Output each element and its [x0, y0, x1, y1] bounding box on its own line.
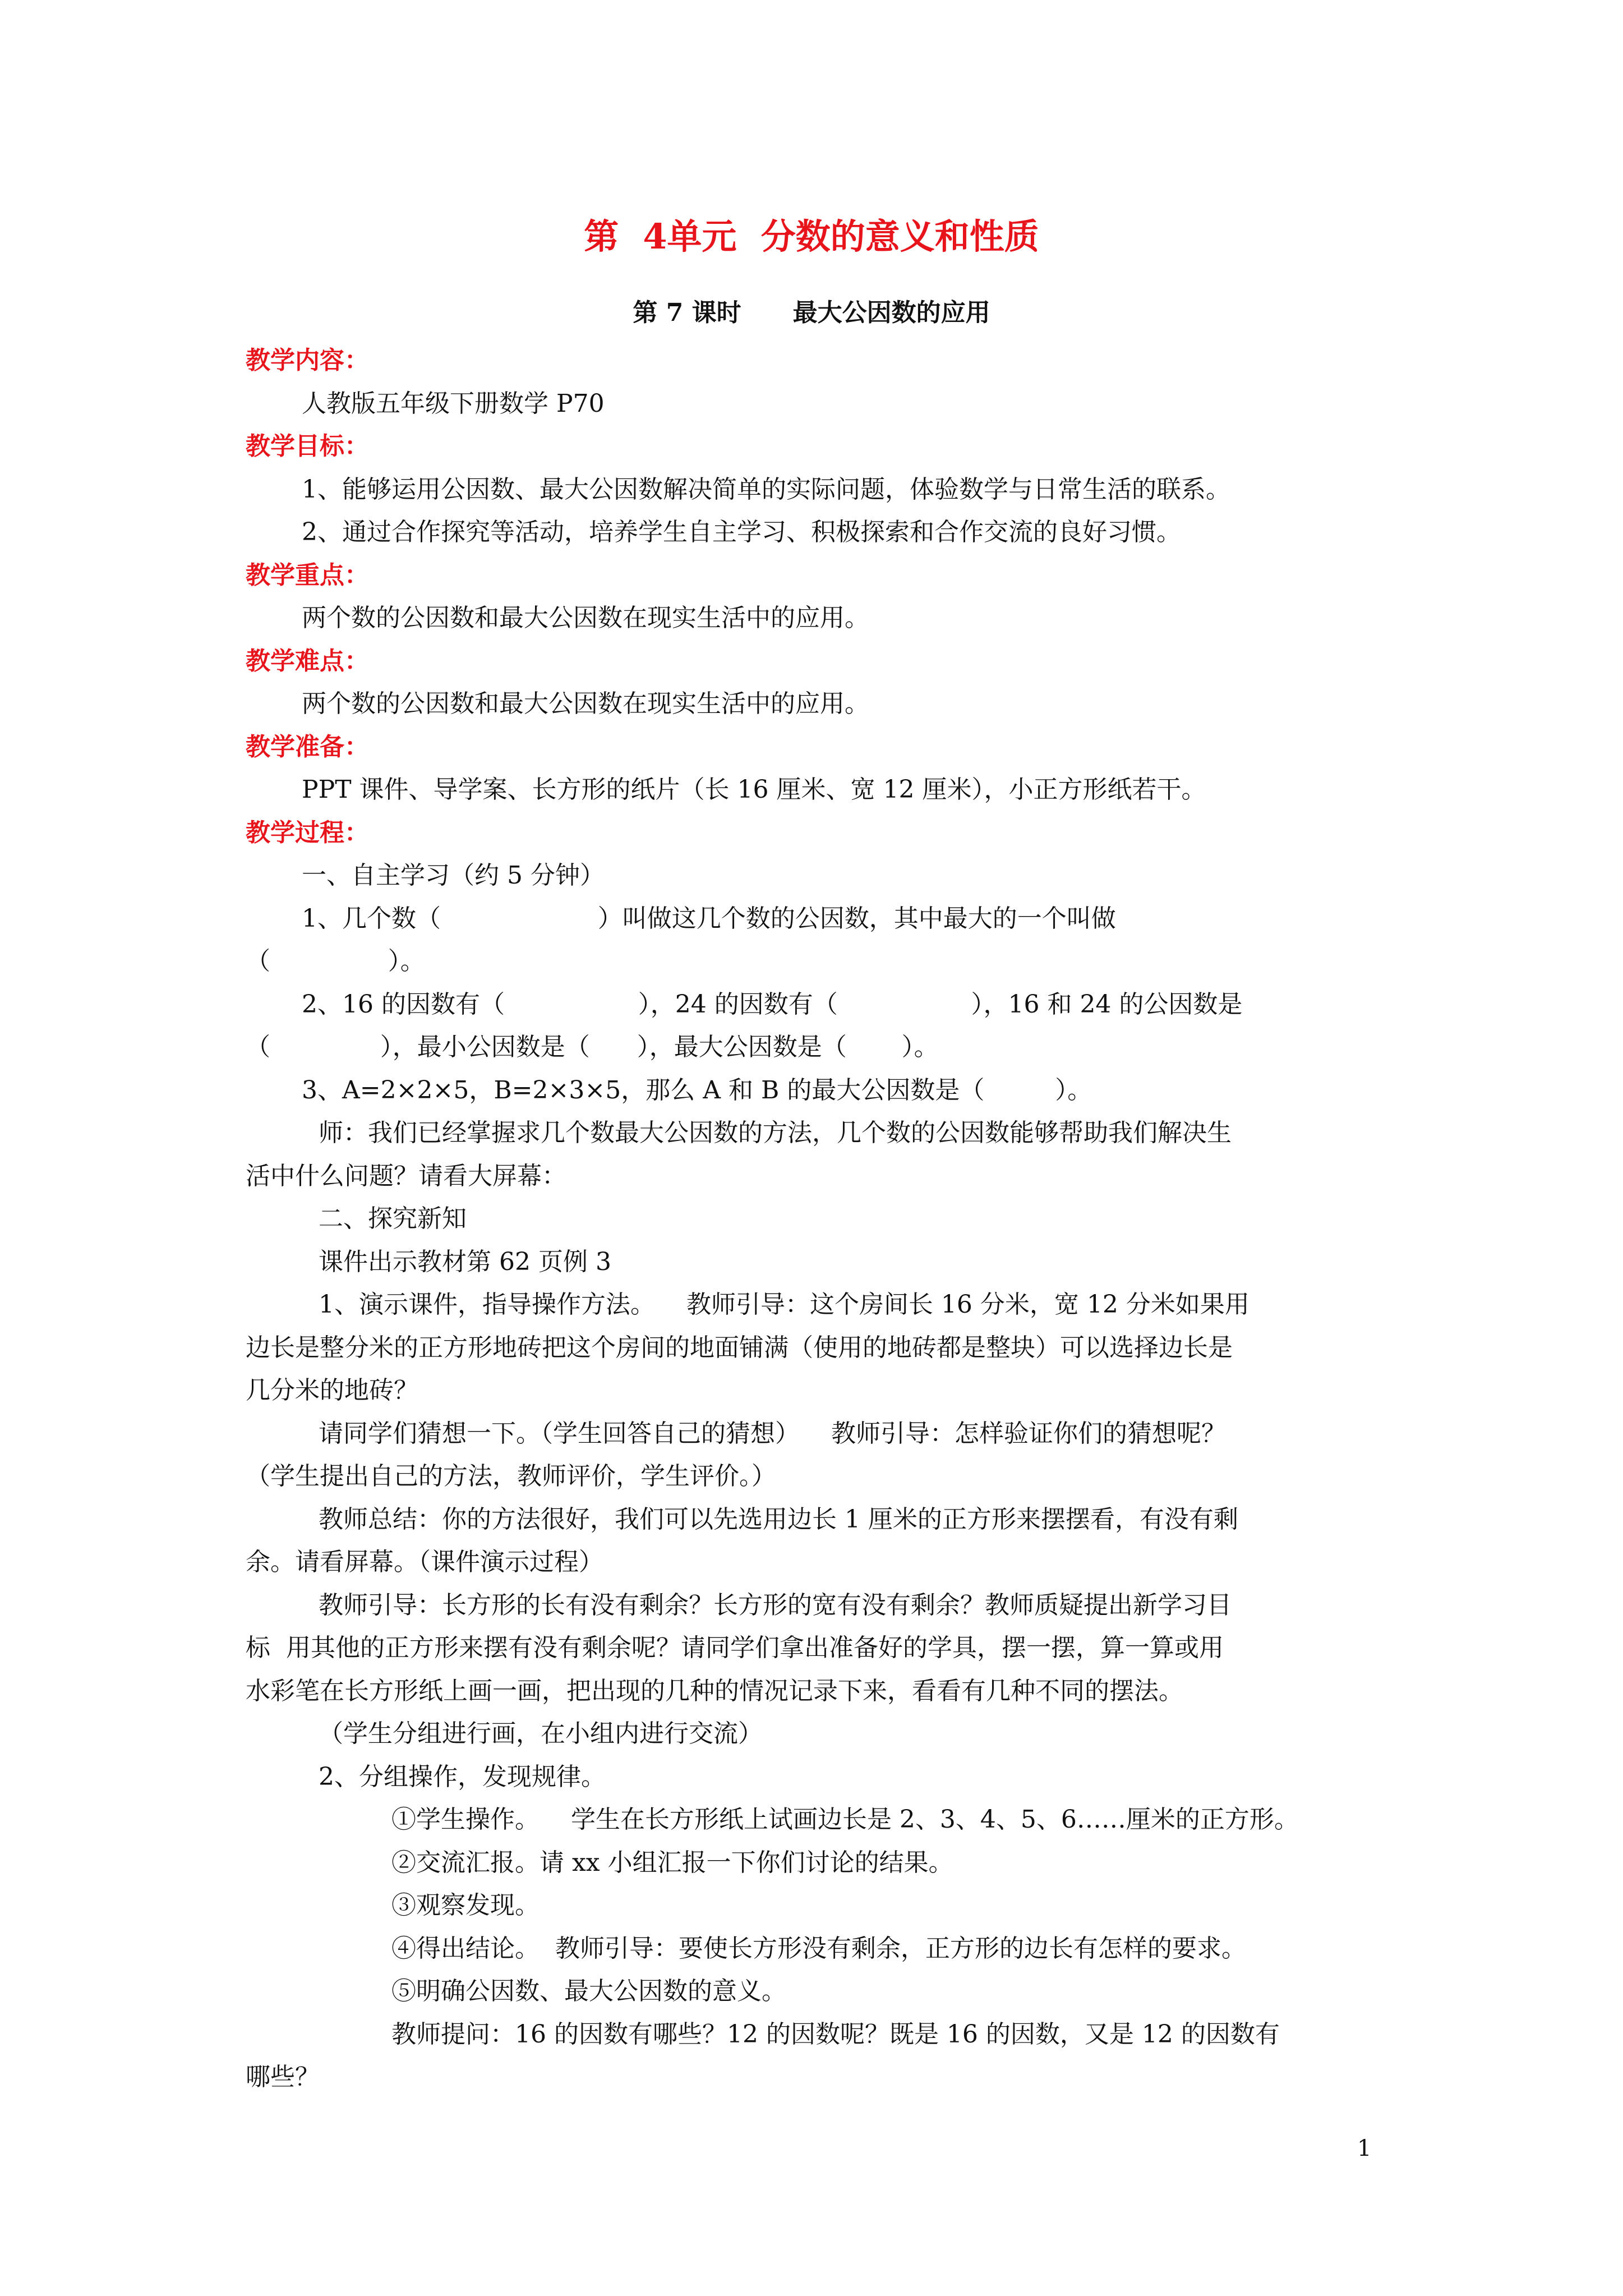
paragraph-line: ④得出结论。 教师引导：要使长方形没有剩余，正方形的边长有怎样的要求。 — [391, 1934, 1246, 1963]
paragraph-line: 2、通过合作探究等活动，培养学生自主学习、积极探索和合作交流的良好习惯。 — [302, 518, 1181, 546]
paragraph-line: 一、自主学习（约 5 分钟） — [302, 861, 605, 890]
paragraph-line: 两个数的公因数和最大公因数在现实生活中的应用。 — [302, 689, 869, 718]
paragraph-line: （ ），最小公因数是（ ），最大公因数是（ ）。 — [246, 1033, 939, 1061]
paragraph-line: （学生分组进行画，在小组内进行交流） — [319, 1719, 763, 1748]
paragraph-line: 两个数的公因数和最大公因数在现实生活中的应用。 — [302, 604, 869, 632]
paragraph-line: 余。请看屏幕。（课件演示过程） — [246, 1548, 603, 1576]
paragraph-line: 边长是整分米的正方形地砖把这个房间的地面铺满（使用的地砖都是整块）可以选择边长是 — [246, 1333, 1233, 1362]
paragraph-line: 2、16 的因数有（ ），24 的因数有（ ），16 和 24 的公因数是 — [302, 990, 1243, 1019]
paragraph-line: ③观察发现。 — [391, 1891, 540, 1920]
paragraph-line: 水彩笔在长方形纸上画一画，把出现的几种的情况记录下来，看看有几种不同的摆法。 — [246, 1676, 1183, 1705]
paragraph-line: （学生提出自己的方法，教师评价，学生评价。） — [246, 1462, 776, 1490]
document-title: 第 4单元 分数的意义和性质 — [584, 216, 1039, 257]
section-heading-difficulties: 教学难点： — [246, 646, 369, 675]
paragraph-line: 教师引导：长方形的长有没有剩余？长方形的宽有没有剩余？教师质疑提出新学习目 — [319, 1590, 1232, 1619]
paragraph-line: ②交流汇报。请 xx 小组汇报一下你们讨论的结果。 — [391, 1848, 953, 1877]
section-heading-content: 教学内容： — [246, 346, 369, 375]
paragraph-line: ①学生操作。 学生在长方形纸上试画边长是 2、3、4、5、6……厘米的正方形。 — [391, 1805, 1299, 1834]
paragraph-line: 1、演示课件，指导操作方法。 教师引导：这个房间长 16 分米，宽 12 分米如果用 — [319, 1290, 1249, 1319]
paragraph-line: 师：我们已经掌握求几个数最大公因数的方法，几个数的公因数能够帮助我们解决生 — [319, 1119, 1232, 1147]
paragraph-line: 请同学们猜想一下。（学生回答自己的猜想） 教师引导：怎样验证你们的猜想呢？ — [319, 1419, 1226, 1448]
paragraph-line: 人教版五年级下册数学 P70 — [302, 389, 605, 418]
paragraph-line: ⑤明确公因数、最大公因数的意义。 — [391, 1977, 786, 2005]
section-heading-preparation: 教学准备： — [246, 732, 369, 761]
paragraph-line: 教师总结：你的方法很好，我们可以先选用边长 1 厘米的正方形来摆摆看，有没有剩 — [319, 1504, 1238, 1534]
paragraph-line: 1、几个数（ ）叫做这几个数的公因数，其中最大的一个叫做 — [302, 904, 1116, 933]
paragraph-line: 哪些？ — [246, 2063, 320, 2091]
paragraph-line: 几分米的地砖？ — [246, 1376, 418, 1405]
paragraph-line: 二、探究新知 — [319, 1204, 467, 1233]
section-heading-process: 教学过程： — [246, 818, 369, 847]
paragraph-line: 教师提问：16 的因数有哪些？12 的因数呢？既是 16 的因数，又是 12 的因数有 — [391, 2019, 1280, 2049]
section-heading-key-points: 教学重点： — [246, 560, 369, 590]
section-heading-goals: 教学目标： — [246, 432, 369, 461]
paragraph-line: 2、分组操作，发现规律。 — [319, 1762, 606, 1791]
paragraph-line: 课件出示教材第 62 页例 3 — [319, 1247, 611, 1276]
paragraph-line: 3、A=2×2×5，B=2×3×5，那么 A 和 B 的最大公因数是（ ）。 — [302, 1075, 1092, 1105]
paragraph-line: （ ）。 — [246, 947, 425, 976]
lesson-subtitle: 第 7 课时 最大公因数的应用 — [633, 298, 990, 327]
paragraph-line: 标 用其他的正方形来摆有没有剩余呢？请同学们拿出准备好的学具，摆一摆，算一算或用 — [246, 1634, 1224, 1662]
paragraph-line: 活中什么问题？请看大屏幕： — [246, 1161, 566, 1190]
document-body — [246, 339, 1390, 2099]
paragraph-line: PPT 课件、导学案、长方形的纸片（长 16 厘米、宽 12 厘米），小正方形纸若干。 — [302, 775, 1206, 804]
page-number: 1 — [1357, 2136, 1372, 2161]
paragraph-line: 1、能够运用公因数、最大公因数解决简单的实际问题，体验数学与日常生活的联系。 — [302, 475, 1230, 504]
